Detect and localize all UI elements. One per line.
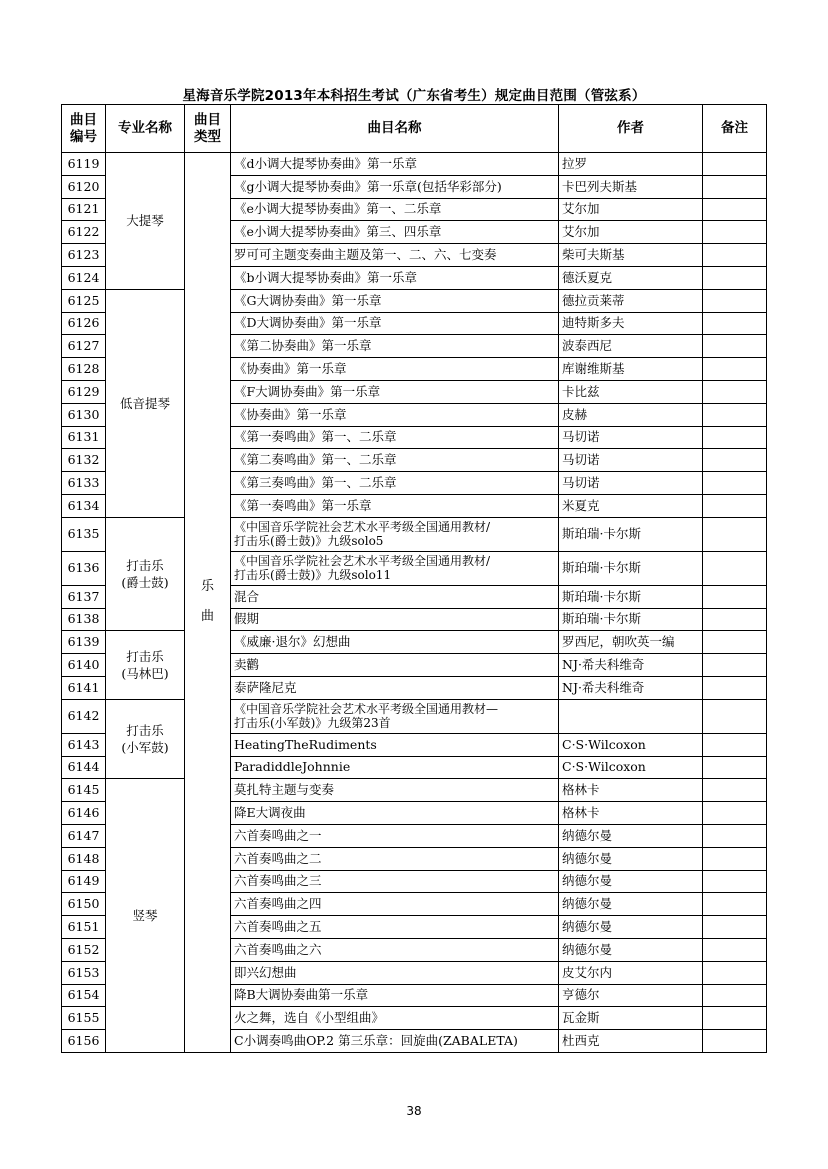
- header-row: [62, 105, 767, 153]
- piece-author: 艾尔加: [559, 198, 703, 221]
- piece-title: 《中国音乐学院社会艺术水平考级全国通用教材— 打击乐(小军鼓)》九级第23首: [231, 699, 559, 733]
- piece-title: 降B大调协奏曲第一乐章: [231, 984, 559, 1007]
- piece-note: [703, 153, 767, 176]
- piece-number: 6150: [62, 893, 106, 916]
- piece-note: [703, 938, 767, 961]
- piece-number: 6141: [62, 676, 106, 699]
- piece-author: C·S·Wilcoxon: [559, 756, 703, 779]
- piece-author: 德沃夏克: [559, 266, 703, 289]
- piece-author: 波泰西尼: [559, 335, 703, 358]
- major-name: 大提琴: [106, 153, 185, 290]
- piece-note: [703, 494, 767, 517]
- piece-title: 六首奏鸣曲之四: [231, 893, 559, 916]
- piece-title: HeatingTheRudiments: [231, 733, 559, 756]
- piece-author: 纳德尔曼: [559, 870, 703, 893]
- piece-note: [703, 221, 767, 244]
- piece-note: [703, 551, 767, 585]
- piece-number: 6121: [62, 198, 106, 221]
- piece-number: 6146: [62, 802, 106, 825]
- piece-number: 6147: [62, 824, 106, 847]
- piece-number: 6130: [62, 403, 106, 426]
- piece-title: 莫扎特主题与变奏: [231, 779, 559, 802]
- piece-number: 6145: [62, 779, 106, 802]
- piece-author: 马切诺: [559, 472, 703, 495]
- piece-number: 6155: [62, 1007, 106, 1030]
- piece-note: [703, 1030, 767, 1053]
- piece-title: 《b小调大提琴协奏曲》第一乐章: [231, 266, 559, 289]
- page-title: 星海音乐学院2013年本科招生考试（广东省考生）规定曲目范围（管弦系）: [182, 88, 646, 104]
- piece-number: 6153: [62, 961, 106, 984]
- piece-author: 斯珀瑞·卡尔斯: [559, 608, 703, 631]
- piece-number: 6132: [62, 449, 106, 472]
- piece-author: 拉罗: [559, 153, 703, 176]
- piece-note: [703, 961, 767, 984]
- piece-note: [703, 266, 767, 289]
- page-number: 38: [406, 1104, 422, 1118]
- piece-author: 迪特斯多夫: [559, 312, 703, 335]
- piece-title: 降E大调夜曲: [231, 802, 559, 825]
- piece-note: [703, 472, 767, 495]
- piece-note: [703, 779, 767, 802]
- header-number: 曲目 编号: [62, 105, 106, 153]
- piece-title: 即兴幻想曲: [231, 961, 559, 984]
- piece-number: 6133: [62, 472, 106, 495]
- piece-note: [703, 676, 767, 699]
- piece-number: 6122: [62, 221, 106, 244]
- piece-note: [703, 426, 767, 449]
- piece-title: 《g小调大提琴协奏曲》第一乐章(包括华彩部分): [231, 175, 559, 198]
- piece-note: [703, 824, 767, 847]
- piece-note: [703, 335, 767, 358]
- piece-title: 假期: [231, 608, 559, 631]
- piece-number: 6127: [62, 335, 106, 358]
- piece-author: 斯珀瑞·卡尔斯: [559, 551, 703, 585]
- piece-title: 《D大调协奏曲》第一乐章: [231, 312, 559, 335]
- piece-author: 瓦金斯: [559, 1007, 703, 1030]
- piece-title: 《第一奏鸣曲》第一、二乐章: [231, 426, 559, 449]
- piece-number: 6156: [62, 1030, 106, 1053]
- major-name: 竖琴: [106, 779, 185, 1053]
- piece-number: 6152: [62, 938, 106, 961]
- piece-title: 混合: [231, 585, 559, 608]
- piece-author: 纳德尔曼: [559, 893, 703, 916]
- piece-title: C小调奏鸣曲OP.2 第三乐章：回旋曲(ZABALETA): [231, 1030, 559, 1053]
- piece-title: 《威廉·退尔》幻想曲: [231, 631, 559, 654]
- piece-number: 6120: [62, 175, 106, 198]
- piece-note: [703, 312, 767, 335]
- piece-author: 亨德尔: [559, 984, 703, 1007]
- piece-author: 纳德尔曼: [559, 847, 703, 870]
- piece-note: [703, 1007, 767, 1030]
- piece-number: 6125: [62, 289, 106, 312]
- piece-author: 马切诺: [559, 426, 703, 449]
- piece-note: [703, 358, 767, 381]
- piece-number: 6140: [62, 654, 106, 677]
- piece-author: NJ·希夫科维奇: [559, 676, 703, 699]
- piece-note: [703, 289, 767, 312]
- piece-note: [703, 403, 767, 426]
- piece-title: 《中国音乐学院社会艺术水平考级全国通用教材/ 打击乐(爵士鼓)》九级solo5: [231, 517, 559, 551]
- piece-note: [703, 244, 767, 267]
- piece-number: 6144: [62, 756, 106, 779]
- piece-author: 纳德尔曼: [559, 824, 703, 847]
- piece-title: 六首奏鸣曲之二: [231, 847, 559, 870]
- piece-number: 6137: [62, 585, 106, 608]
- piece-number: 6142: [62, 699, 106, 733]
- piece-note: [703, 631, 767, 654]
- piece-author: 柴可夫斯基: [559, 244, 703, 267]
- piece-title: 《e小调大提琴协奏曲》第三、四乐章: [231, 221, 559, 244]
- piece-author: 德拉贡莱蒂: [559, 289, 703, 312]
- piece-title: 《第三奏鸣曲》第一、二乐章: [231, 472, 559, 495]
- piece-author: 库谢维斯基: [559, 358, 703, 381]
- piece-author: 马切诺: [559, 449, 703, 472]
- piece-number: 6143: [62, 733, 106, 756]
- major-name: 打击乐 (小军鼓): [106, 699, 185, 779]
- piece-note: [703, 893, 767, 916]
- piece-author: 卡巴列夫斯基: [559, 175, 703, 198]
- header-note: 备注: [703, 105, 767, 153]
- piece-author: 罗西尼，朝吹英一编: [559, 631, 703, 654]
- piece-note: [703, 654, 767, 677]
- piece-author: 卡比兹: [559, 380, 703, 403]
- piece-note: [703, 175, 767, 198]
- table-row: [62, 517, 767, 551]
- piece-title: 六首奏鸣曲之六: [231, 938, 559, 961]
- piece-number: 6126: [62, 312, 106, 335]
- piece-author: 艾尔加: [559, 221, 703, 244]
- piece-number: 6128: [62, 358, 106, 381]
- table-body: [62, 153, 767, 1053]
- table-row: [62, 699, 767, 733]
- piece-note: [703, 608, 767, 631]
- piece-note: [703, 380, 767, 403]
- piece-author: C·S·Wilcoxon: [559, 733, 703, 756]
- piece-note: [703, 699, 767, 733]
- piece-note: [703, 733, 767, 756]
- piece-author: 格林卡: [559, 802, 703, 825]
- piece-note: [703, 517, 767, 551]
- piece-note: [703, 756, 767, 779]
- header-major: 专业名称: [106, 105, 185, 153]
- piece-title: 泰萨隆尼克: [231, 676, 559, 699]
- piece-number: 6131: [62, 426, 106, 449]
- piece-author: NJ·希夫科维奇: [559, 654, 703, 677]
- piece-title: 《第一奏鸣曲》第一乐章: [231, 494, 559, 517]
- repertoire-table: [61, 104, 767, 1053]
- piece-title: 《第二奏鸣曲》第一、二乐章: [231, 449, 559, 472]
- table-row: [62, 631, 767, 654]
- piece-number: 6148: [62, 847, 106, 870]
- piece-author: 皮赫: [559, 403, 703, 426]
- piece-number: 6129: [62, 380, 106, 403]
- table-row: [62, 153, 767, 176]
- piece-number: 6123: [62, 244, 106, 267]
- piece-number: 6139: [62, 631, 106, 654]
- piece-title: 《协奏曲》第一乐章: [231, 358, 559, 381]
- piece-note: [703, 916, 767, 939]
- piece-number: 6154: [62, 984, 106, 1007]
- piece-number: 6134: [62, 494, 106, 517]
- piece-author: 皮艾尔内: [559, 961, 703, 984]
- major-name: 低音提琴: [106, 289, 185, 517]
- piece-number: 6119: [62, 153, 106, 176]
- piece-title: 六首奏鸣曲之一: [231, 824, 559, 847]
- major-name: 打击乐 (爵士鼓): [106, 517, 185, 631]
- major-name: 打击乐 (马林巴): [106, 631, 185, 699]
- piece-number: 6135: [62, 517, 106, 551]
- header-author: 作者: [559, 105, 703, 153]
- piece-number: 6138: [62, 608, 106, 631]
- piece-author: 斯珀瑞·卡尔斯: [559, 517, 703, 551]
- piece-note: [703, 984, 767, 1007]
- piece-title: 《中国音乐学院社会艺术水平考级全国通用教材/ 打击乐(爵士鼓)》九级solo11: [231, 551, 559, 585]
- piece-title: 《F大调协奏曲》第一乐章: [231, 380, 559, 403]
- piece-number: 6149: [62, 870, 106, 893]
- piece-title: 《G大调协奏曲》第一乐章: [231, 289, 559, 312]
- piece-author: 纳德尔曼: [559, 938, 703, 961]
- piece-note: [703, 847, 767, 870]
- header-type: 曲目 类型: [185, 105, 231, 153]
- piece-number: 6124: [62, 266, 106, 289]
- piece-title: 《第二协奏曲》第一乐章: [231, 335, 559, 358]
- piece-title: 《e小调大提琴协奏曲》第一、二乐章: [231, 198, 559, 221]
- piece-title: 卖鹳: [231, 654, 559, 677]
- piece-note: [703, 585, 767, 608]
- piece-title: ParadiddleJohnnie: [231, 756, 559, 779]
- piece-title: 火之舞，选自《小型组曲》: [231, 1007, 559, 1030]
- piece-author: 米夏克: [559, 494, 703, 517]
- piece-title: 罗可可主题变奏曲主题及第一、二、六、七变奏: [231, 244, 559, 267]
- piece-number: 6151: [62, 916, 106, 939]
- piece-title: 六首奏鸣曲之三: [231, 870, 559, 893]
- piece-author: [559, 699, 703, 733]
- header-piece: 曲目名称: [231, 105, 559, 153]
- piece-number: 6136: [62, 551, 106, 585]
- piece-note: [703, 802, 767, 825]
- piece-title: 《d小调大提琴协奏曲》第一乐章: [231, 153, 559, 176]
- piece-author: 斯珀瑞·卡尔斯: [559, 585, 703, 608]
- piece-author: 纳德尔曼: [559, 916, 703, 939]
- piece-note: [703, 449, 767, 472]
- table-row: [62, 779, 767, 802]
- piece-note: [703, 198, 767, 221]
- piece-title: 六首奏鸣曲之五: [231, 916, 559, 939]
- piece-type: 乐 曲: [185, 153, 231, 1053]
- piece-note: [703, 870, 767, 893]
- piece-author: 格林卡: [559, 779, 703, 802]
- piece-author: 杜西克: [559, 1030, 703, 1053]
- table-row: [62, 289, 767, 312]
- piece-title: 《协奏曲》第一乐章: [231, 403, 559, 426]
